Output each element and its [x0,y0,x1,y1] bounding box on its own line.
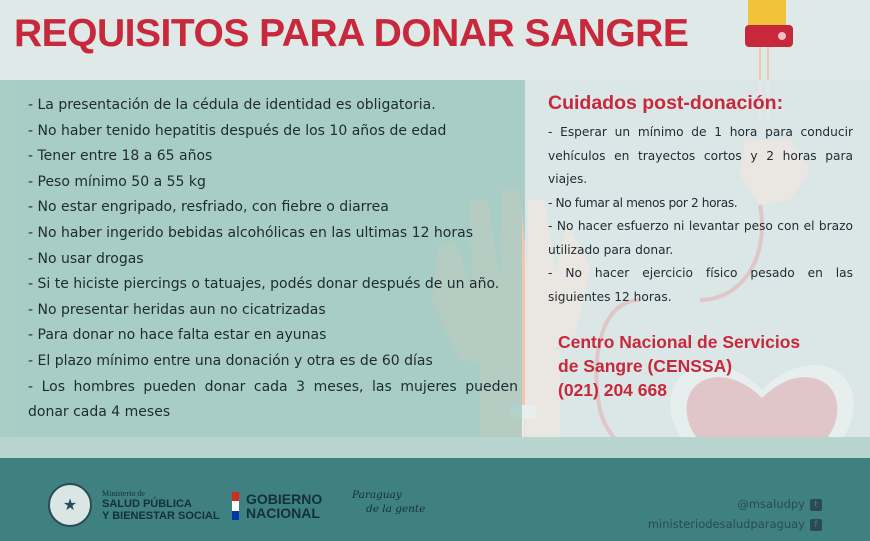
ring-band [0,437,870,458]
twitter-handle[interactable]: @msaludpy [737,497,805,511]
post-donation-item: - No hacer ejercicio físico pesado en las siguientes 12 horas. [548,266,853,304]
requirement-item: - Los hombres pueden donar cada 3 meses, las mujeres pueden donar cada 4 meses [28,378,518,421]
requirement-item: - No estar engripado, resfriado, con fiebre o diarrea [28,199,389,216]
twitter-handle-row[interactable] [648,494,822,514]
paraguay-flag-icon [232,492,239,520]
post-donation-item: - No fumar al menos por 2 horas. [548,195,738,210]
post-donation-item: - Esperar un mínimo de 1 hora para conducir vehículos en trayectos cortos y 2 horas para viajes. [548,125,853,186]
requirements-list [28,93,518,426]
social-links [648,494,822,534]
center-name-line2: de Sangre (CENSSA) [558,356,733,376]
requirement-item: - Tener entre 18 a 65 años [28,148,213,165]
slogan-line2: de la gente [366,503,426,515]
requirement-item: - Si te hiciste piercings o tatuajes, podés donar después de un año. [28,276,500,293]
twitter-icon: t [810,499,822,511]
facebook-page-row[interactable] [648,514,822,534]
post-donation-list [548,121,853,309]
requirement-item: - No presentar heridas aun no cicatrizadas [28,301,326,318]
gobierno-line1: GOBIERNO [246,491,323,507]
requirement-item: - Peso mínimo 50 a 55 kg [28,173,206,190]
center-name-line1: Centro Nacional de Servicios [558,332,801,352]
requirement-item: - No haber ingerido bebidas alcohólicas en las ultimas 12 horas [28,224,473,241]
requirement-item: - No usar drogas [28,250,144,267]
national-seal-icon [48,483,92,527]
requirement-item: - El plazo mínimo entre una donación y otra es de 60 días [28,352,433,369]
requirement-item: - No haber tenido hepatitis después de los 10 años de edad [28,122,447,139]
ministry-name-line2: Y BIENESTAR SOCIAL [102,510,220,522]
ministry-name-line1: SALUD PÚBLICA [102,498,192,510]
slogan-line1: Paraguay [352,489,402,501]
facebook-icon: f [810,519,822,531]
blood-center-contact [558,330,800,402]
gobierno-line2: NACIONAL [246,505,320,521]
facebook-page[interactable]: ministeriodesaludparaguay [647,517,805,531]
paraguay-slogan [352,488,425,516]
requirement-item: - La presentación de la cédula de identidad es obligatoria. [28,97,436,113]
post-donation-item: - No hacer esfuerzo ni levantar peso con el brazo utilizado para donar. [548,219,853,257]
requirement-item: - Para donar no hace falta estar en ayunas [28,327,327,344]
ministry-caption: Ministerio de [102,489,145,498]
post-donation-title: Cuidados post-donación: [548,92,784,114]
center-phone: (021) 204 668 [558,380,667,400]
page-title: REQUISITOS PARA DONAR SANGRE [14,12,689,55]
